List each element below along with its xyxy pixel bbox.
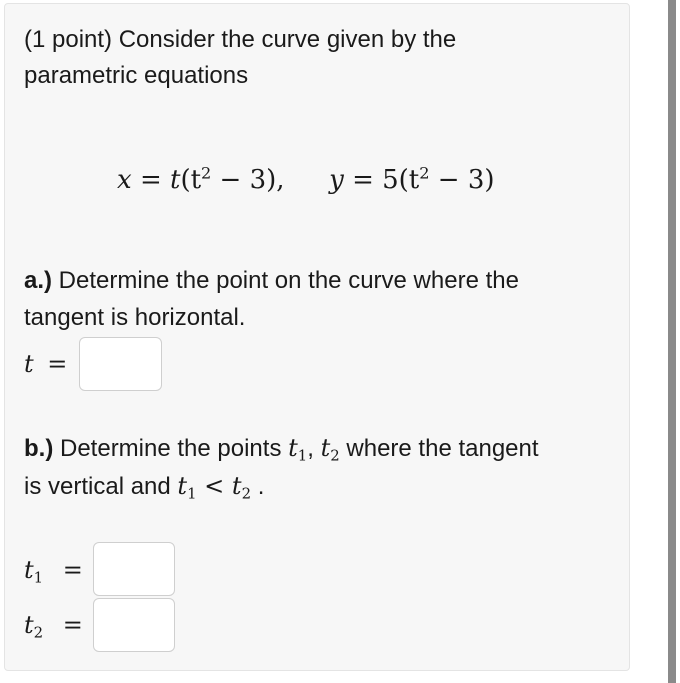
- part-a-line-1: a.) Determine the point on the curve where the: [24, 267, 519, 294]
- part-b-t2-label: $t_2$ =: [24, 611, 83, 642]
- scrollbar-track[interactable]: [668, 0, 676, 683]
- part-a-line-2: tangent is horizontal.: [24, 304, 246, 331]
- y-variable: y: [329, 165, 344, 195]
- part-a-label: a.): [24, 267, 53, 294]
- equals-sign: =: [139, 165, 162, 195]
- x-variable: x: [117, 165, 132, 195]
- part-b-label: b.): [24, 435, 54, 462]
- part-b-t1-label: $t_1$ =: [24, 556, 83, 587]
- part-b-line-1: b.) Determine the points $t_1$, $t_2$ where the tangent: [24, 434, 539, 465]
- t-variable: t: [170, 165, 181, 195]
- x-inner: $(t^2 - 3)$,: [180, 163, 285, 195]
- intro-line-1: (1 point) Consider the curve given by the: [24, 26, 457, 53]
- y-rhs: $5(t^2 - 3)$: [382, 163, 495, 195]
- intro-line-2: parametric equations: [24, 62, 249, 89]
- part-b-t1-answer-input[interactable]: [93, 542, 175, 596]
- part-a-answer-input[interactable]: [79, 337, 162, 391]
- part-b-t2-answer-input[interactable]: [93, 598, 175, 652]
- part-b-line-2: is vertical and $t_1 < t_2$ .: [24, 472, 265, 503]
- equals-sign-2: =: [352, 165, 374, 195]
- parametric-equation: [117, 160, 495, 200]
- part-a-t-label: t =: [24, 350, 68, 378]
